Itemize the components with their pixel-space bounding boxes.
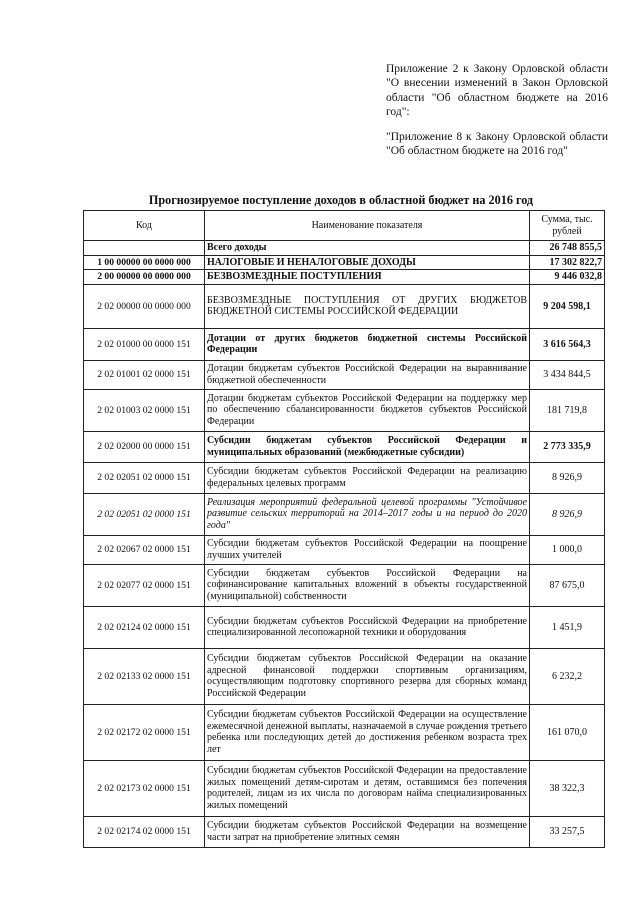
cell-code: 2 02 00000 00 0000 000 <box>84 284 205 328</box>
cell-name: Субсидии бюджетам субъектов Российской Федерации на приобретение специализированной лесопожарной техники и оборудования <box>205 606 530 648</box>
table-row <box>84 328 605 360</box>
appendix-header <box>386 62 608 158</box>
cell-code: 2 02 02067 02 0000 151 <box>84 535 205 564</box>
cell-name: Субсидии бюджетам субъектов Российской Федерации на поощрение лучших учителей <box>205 535 530 564</box>
cell-name: Субсидии бюджетам субъектов Российской Федерации на предоставление жилых помещений детям-сиротам и детям, оставшимся без попечения родителей, лицам из их числа по договорам найма специализированных жилых помещений <box>205 760 530 816</box>
cell-sum: 161 070,0 <box>530 704 605 760</box>
cell-code: 2 02 02077 02 0000 151 <box>84 564 205 606</box>
table-row <box>84 760 605 816</box>
cell-sum: 9 204 598,1 <box>530 284 605 328</box>
table-row <box>84 535 605 564</box>
cell-code: 2 02 02172 02 0000 151 <box>84 704 205 760</box>
cell-code: 2 02 02173 02 0000 151 <box>84 760 205 816</box>
cell-sum: 26 748 855,5 <box>530 241 605 256</box>
table-row <box>84 816 605 847</box>
cell-name: Субсидии бюджетам субъектов Российской Федерации на софинансирование капитальных вложений в объекты государственной (муниципальной) собственности <box>205 564 530 606</box>
cell-code: 2 02 02051 02 0000 151 <box>84 493 205 535</box>
table-row <box>84 241 605 256</box>
cell-name: Субсидии бюджетам субъектов Российской Федерации на реализацию федеральных целевых программ <box>205 462 530 493</box>
cell-sum: 1 000,0 <box>530 535 605 564</box>
table-row <box>84 360 605 389</box>
table-row <box>84 389 605 431</box>
cell-code: 2 02 01000 00 0000 151 <box>84 328 205 360</box>
cell-sum: 6 232,2 <box>530 648 605 704</box>
cell-sum: 181 719,8 <box>530 389 605 431</box>
cell-sum: 1 451,9 <box>530 606 605 648</box>
appendix-2-text: Приложение 2 к Закону Орловской области "О внесении изменений в Закон Орловской области "Об областном бюджете на 2016 год": <box>386 63 608 119</box>
cell-name: Дотации бюджетам субъектов Российской Федерации на выравнивание бюджетной обеспеченности <box>205 360 530 389</box>
cell-name: Всего доходы <box>205 241 530 256</box>
cell-name: Дотации бюджетам субъектов Российской Федерации на поддержку мер по обеспечению сбалансированности бюджетов субъектов Российской Федерации <box>205 389 530 431</box>
header-name: Наименование показателя <box>205 211 530 241</box>
table-header-row <box>84 211 605 241</box>
cell-code: 2 02 01003 02 0000 151 <box>84 389 205 431</box>
cell-code: 2 02 02051 02 0000 151 <box>84 462 205 493</box>
cell-name: Субсидии бюджетам субъектов Российской Федерации на оказание адресной финансовой поддержки спортивным организациям, осуществляющим подготовку спортивного резерва для сборных команд Российской Федерации <box>205 648 530 704</box>
cell-name: Реализация мероприятий федеральной целевой программы "Устойчивое развитие сельских территорий на 2014–2017 годы и на период до 2020 года" <box>205 493 530 535</box>
cell-name: Субсидии бюджетам субъектов Российской Федерации на осуществление ежемесячной денежной выплаты, назначаемой в случае рождения третьего ребенка или последующих детей до достижения ребенком возраста трех лет <box>205 704 530 760</box>
appendix-8-text: "Приложение 8 к Закону Орловской области "Об областном бюджете на 2016 год" <box>386 130 608 158</box>
cell-code: 2 02 02124 02 0000 151 <box>84 606 205 648</box>
cell-sum: 9 446 032,8 <box>530 270 605 285</box>
cell-name: БЕЗВОЗМЕЗДНЫЕ ПОСТУПЛЕНИЯ <box>205 270 530 285</box>
table-row <box>84 431 605 462</box>
table-row <box>84 270 605 285</box>
cell-code: 2 00 00000 00 0000 000 <box>84 270 205 285</box>
cell-sum: 8 926,9 <box>530 462 605 493</box>
cell-sum: 33 257,5 <box>530 816 605 847</box>
table-row <box>84 493 605 535</box>
table-row <box>84 648 605 704</box>
cell-code: 1 00 00000 00 0000 000 <box>84 255 205 270</box>
cell-sum: 8 926,9 <box>530 493 605 535</box>
cell-code <box>84 241 205 256</box>
cell-code: 2 02 01001 02 0000 151 <box>84 360 205 389</box>
revenue-table <box>83 210 605 848</box>
table-row <box>84 462 605 493</box>
cell-sum: 38 322,3 <box>530 760 605 816</box>
table-row <box>84 284 605 328</box>
cell-name: Субсидии бюджетам субъектов Российской Федерации и муниципальных образований (межбюджетные субсидии) <box>205 431 530 462</box>
cell-sum: 87 675,0 <box>530 564 605 606</box>
table-row <box>84 255 605 270</box>
cell-sum: 17 302 822,7 <box>530 255 605 270</box>
cell-code: 2 02 02174 02 0000 151 <box>84 816 205 847</box>
cell-sum: 3 616 564,3 <box>530 328 605 360</box>
cell-code: 2 02 02133 02 0000 151 <box>84 648 205 704</box>
document-title: Прогнозируемое поступление доходов в областной бюджет на 2016 год <box>148 193 534 207</box>
cell-name: Дотации от других бюджетов бюджетной системы Российской Федерации <box>205 328 530 360</box>
cell-name: НАЛОГОВЫЕ И НЕНАЛОГОВЫЕ ДОХОДЫ <box>205 255 530 270</box>
header-sum: Сумма, тыс. рублей <box>530 211 605 241</box>
cell-sum: 3 434 844,5 <box>530 360 605 389</box>
table-row <box>84 606 605 648</box>
cell-sum: 2 773 335,9 <box>530 431 605 462</box>
cell-name: Субсидии бюджетам субъектов Российской Федерации на возмещение части затрат на приобретение элитных семян <box>205 816 530 847</box>
table-row <box>84 564 605 606</box>
cell-name: БЕЗВОЗМЕЗДНЫЕ ПОСТУПЛЕНИЯ ОТ ДРУГИХ БЮДЖЕТОВ БЮДЖЕТНОЙ СИСТЕМЫ РОССИЙСКОЙ ФЕДЕРАЦИИ <box>205 284 530 328</box>
table-row <box>84 704 605 760</box>
cell-code: 2 02 02000 00 0000 151 <box>84 431 205 462</box>
header-code: Код <box>84 211 205 241</box>
